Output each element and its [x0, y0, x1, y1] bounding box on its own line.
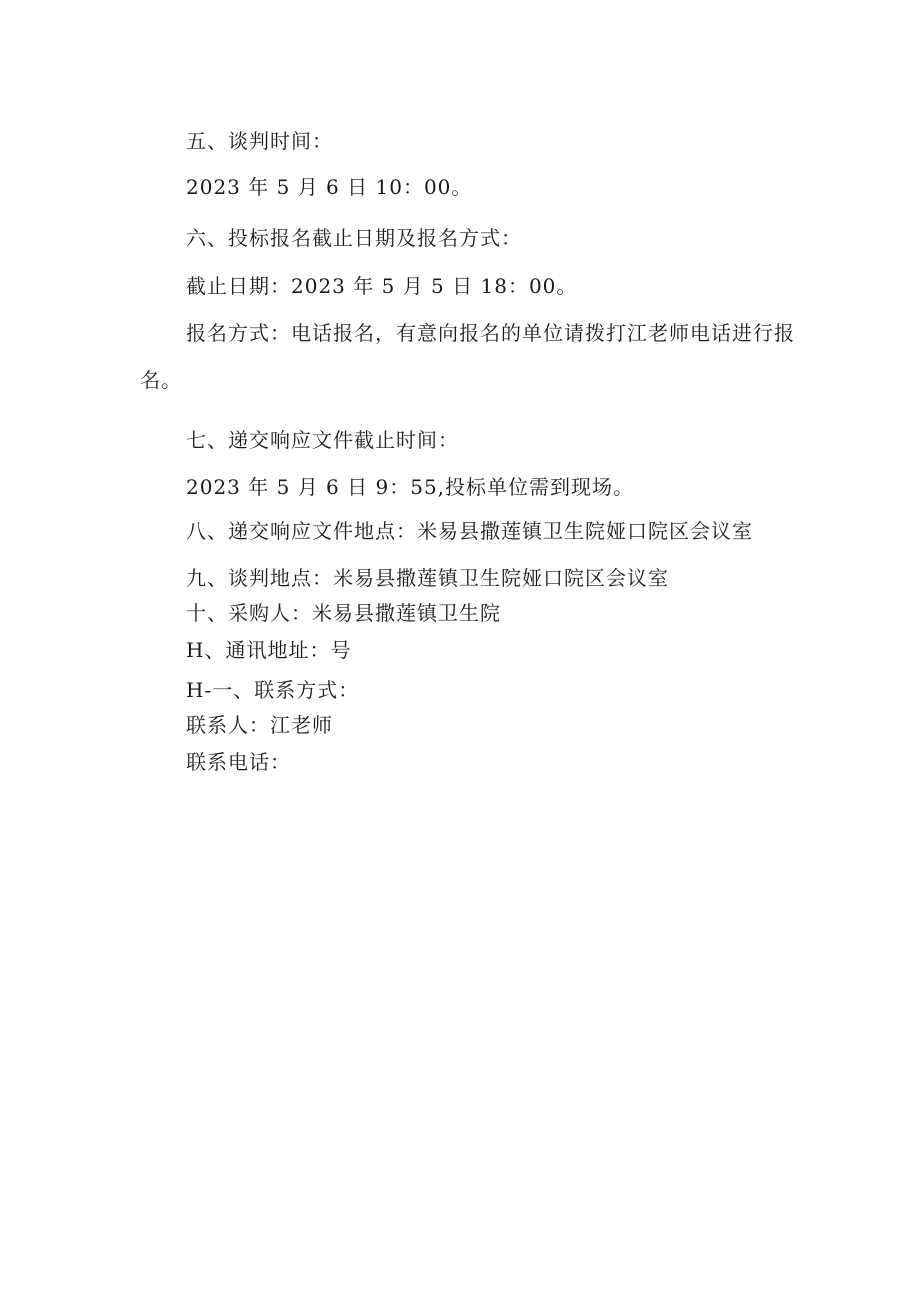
section-12-contact-method: H-一、联系方式：: [186, 678, 360, 702]
registration-method-continued: 名。: [140, 368, 182, 392]
contact-person: 联系人：江老师: [186, 713, 333, 737]
negotiation-time: 2023 年 5 月 6 日 10：00。: [186, 175, 473, 199]
registration-method: 报名方式：电话报名，有意向报名的单位请拨打江老师电话进行报: [186, 321, 795, 345]
section-8-submission-location: 八、递交响应文件地点：米易县撒莲镇卫生院娅口院区会议室: [186, 519, 753, 543]
contact-phone: 联系电话：: [186, 750, 291, 774]
submission-deadline: 2023 年 5 月 6 日 9：55,投标单位需到现场。: [186, 475, 635, 499]
section-9-negotiation-location: 九、谈判地点：米易县撒莲镇卫生院娅口院区会议室: [186, 566, 669, 590]
registration-deadline: 截止日期：2023 年 5 月 5 日 18：00。: [186, 274, 578, 298]
section-7-heading: 七、递交响应文件截止时间：: [186, 428, 459, 452]
section-6-heading: 六、投标报名截止日期及报名方式：: [186, 226, 522, 250]
section-10-purchaser: 十、采购人：米易县撒莲镇卫生院: [186, 601, 501, 625]
section-5-heading: 五、谈判时间：: [186, 129, 333, 153]
section-11-address: H、通讯地址：号: [186, 638, 352, 662]
